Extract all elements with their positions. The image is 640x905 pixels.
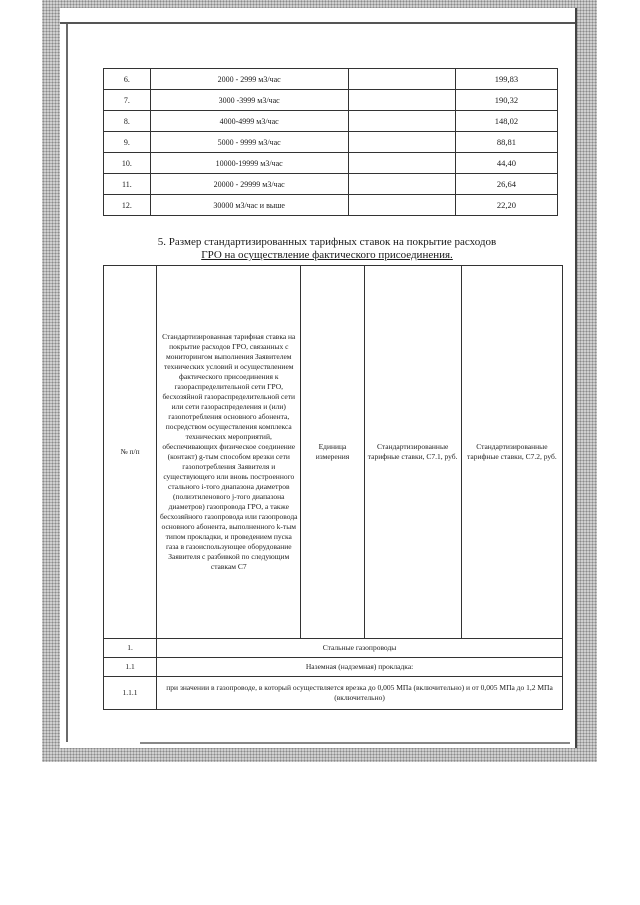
empty-cell: [348, 153, 455, 174]
header-rate-c72: Стандартизированные тарифные ставки, С7.2, руб.: [461, 266, 562, 639]
table-row: [104, 90, 558, 111]
tariff-table: [103, 68, 558, 216]
row-text: Наземная (надземная) прокладка:: [157, 658, 563, 677]
header-row: [104, 266, 563, 639]
row-number: 1.: [104, 639, 157, 658]
table-row: [104, 174, 558, 195]
flow-range: 3000 -3999 м3/час: [150, 90, 348, 111]
table-row: [104, 153, 558, 174]
section-heading-line2: ГРО на осуществление фактического присоединения.: [201, 249, 453, 261]
table-row: [104, 111, 558, 132]
page-left-edge: [66, 24, 68, 742]
rate-value: 44,40: [455, 153, 557, 174]
row-number: 12.: [104, 195, 151, 216]
header-rate-c71: Стандартизированные тарифные ставки, С7.1, руб.: [364, 266, 461, 639]
row-number: 7.: [104, 90, 151, 111]
rate-value: 148,02: [455, 111, 557, 132]
rate-value: 88,81: [455, 132, 557, 153]
empty-cell: [348, 111, 455, 132]
row-number: 10.: [104, 153, 151, 174]
rate-value: 22,20: [455, 195, 557, 216]
header-description: [157, 266, 301, 639]
description-text: Стандартизированная тарифная ставка на покрытие расходов ГРО, связанных с мониторингом выполнения Заявителем технических условий и осуществлением фактического присоединения к газораспределительной сети ГРО, бесхозяйной газораспределительной сети или сети газораспределения и (или) газопотребления основного абонента, посредством осуществления комплекса технических мероприятий, обеспечивающих физическое соединение (контакт) g-тым способом врезки сети газопотребления Заявителя и существующего или вновь построенного стального i-того диапазона диаметров (полиэтиленового j-того диапазона диаметров) газопровода ГРО, а также бесхозяйного газопровода или газопровода основного абонента, выполненного k-тым типом прокладки, и проведением пуска газа в газоиспользующее оборудование Заявителя с разбивкой по следующим ставкам С7: [160, 332, 298, 571]
flow-range: 10000-19999 м3/час: [150, 153, 348, 174]
section-heading-line1: 5. Размер стандартизированных тарифных ставок на покрытие расходов: [157, 236, 497, 248]
flow-range: 20000 - 29999 м3/час: [150, 174, 348, 195]
empty-cell: [348, 132, 455, 153]
row-number: 11.: [104, 174, 151, 195]
section-heading: [112, 236, 542, 262]
flow-range: 2000 - 2999 м3/час: [150, 69, 348, 90]
rate-value: 26,64: [455, 174, 557, 195]
row-number: 1.1: [104, 658, 157, 677]
table-row: [104, 195, 558, 216]
rate-value: 190,32: [455, 90, 557, 111]
table-row: [104, 132, 558, 153]
row-number: 1.1.1: [104, 677, 157, 710]
rate-value: 199,83: [455, 69, 557, 90]
flow-range: 30000 м3/час и выше: [150, 195, 348, 216]
flow-range: 4000-4999 м3/час: [150, 111, 348, 132]
table-row: [104, 639, 563, 658]
table-row: [104, 658, 563, 677]
empty-cell: [348, 195, 455, 216]
row-number: 6.: [104, 69, 151, 90]
table-row: [104, 677, 563, 710]
rates-table: [103, 265, 563, 710]
row-number: 8.: [104, 111, 151, 132]
header-unit: Единица измерения: [301, 266, 364, 639]
empty-cell: [348, 69, 455, 90]
page-top-edge: [60, 22, 575, 24]
flow-range: 5000 - 9999 м3/час: [150, 132, 348, 153]
empty-cell: [348, 174, 455, 195]
row-number: 9.: [104, 132, 151, 153]
table-row: [104, 69, 558, 90]
page-bottom-edge: [140, 742, 570, 744]
row-text: при значении в газопроводе, в который осуществляется врезка до 0,005 МПа (включительно) и от 0,005 МПа до 1,2 МПа (включительно): [157, 677, 563, 710]
header-number: № п/п: [104, 266, 157, 639]
empty-cell: [348, 90, 455, 111]
row-text: Стальные газопроводы: [157, 639, 563, 658]
